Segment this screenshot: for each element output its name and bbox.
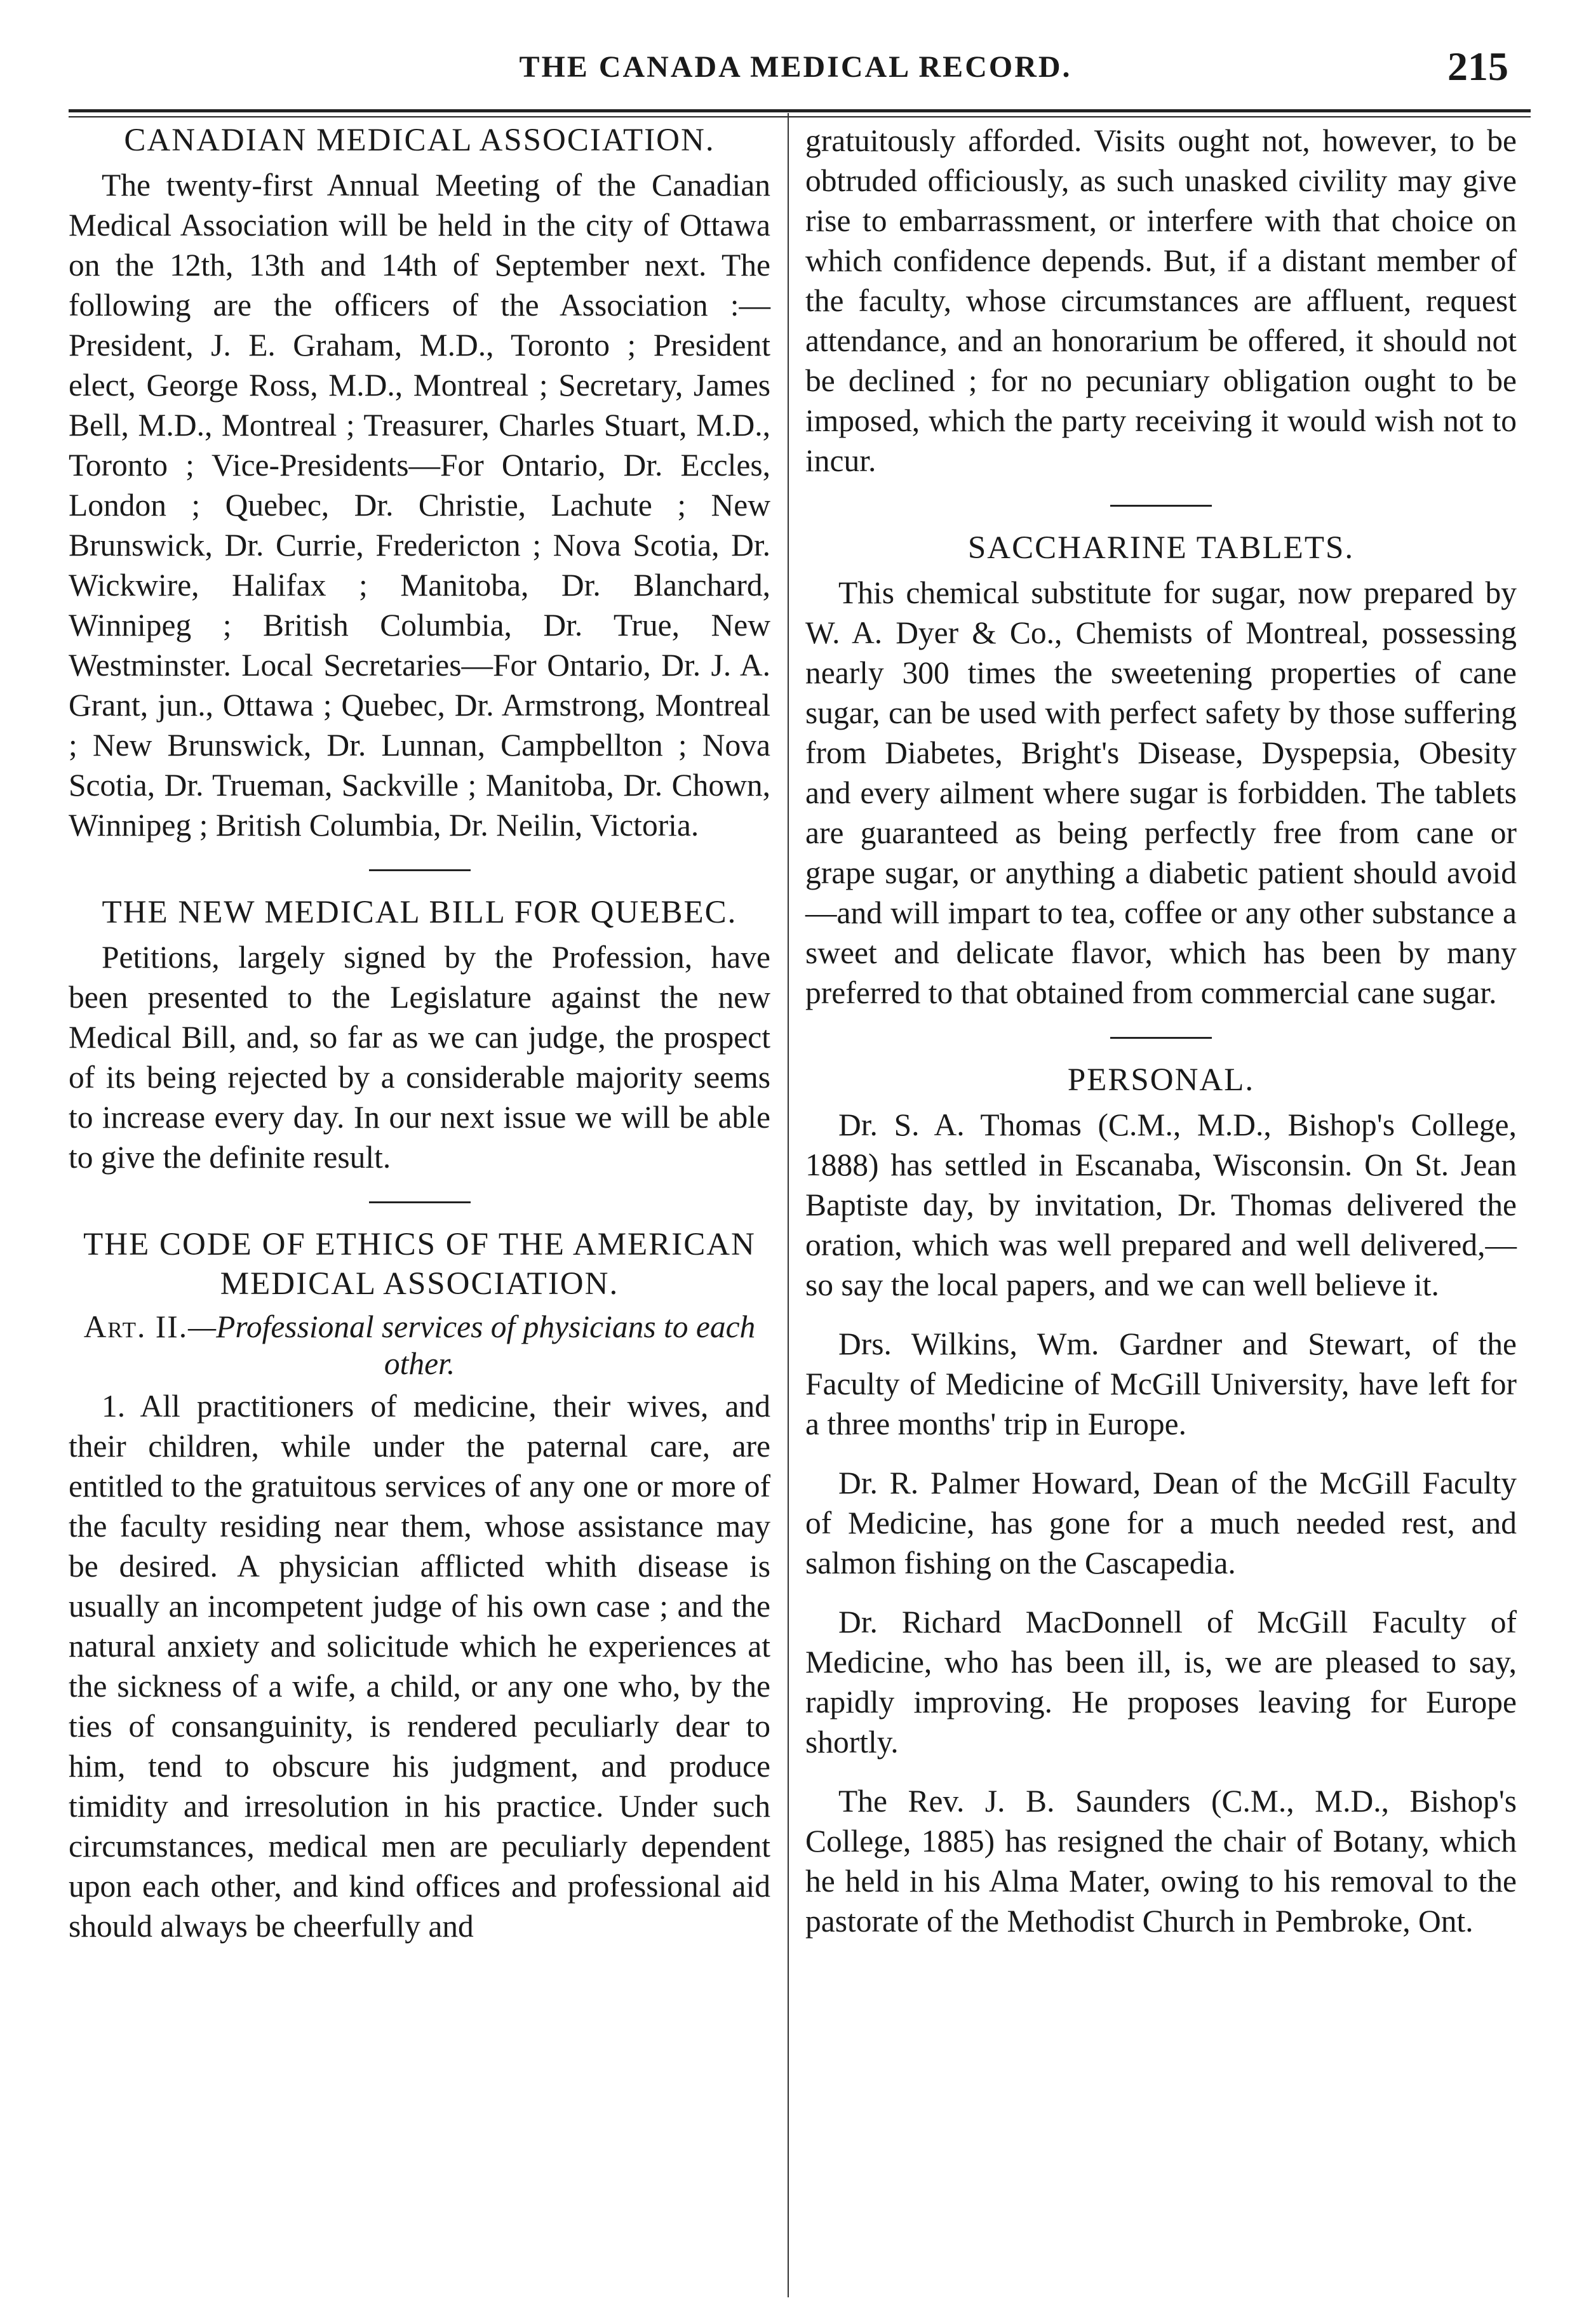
personal-title: PERSONAL. <box>1067 1062 1255 1098</box>
personal-item: Dr. S. A. Thomas (C.M., M.D., Bishop's College, 1888) has settled in Escanaba, Wisconsin. On St. Jean Baptiste day, by invitation, Dr. Thomas delivered the oration, which was well prepared and well delivered,—so say the local papers, and we can well believe it. <box>805 1107 1517 1302</box>
personal-item: Dr. Richard MacDonnell of McGill Faculty of Medicine, who has been ill, is, we are pleased to say, rapidly improving. He proposes leaving for Europe shortly. <box>805 1605 1517 1760</box>
personal-item: Dr. R. Palmer Howard, Dean of the McGill Faculty of Medicine, has gone for a much needed rest, and salmon fishing on the Cascapedia. <box>805 1466 1517 1580</box>
section-separator <box>1110 505 1212 507</box>
page-number: 215 <box>1447 44 1508 89</box>
header-rule <box>69 109 1531 117</box>
saccharine-article <box>805 528 1517 1013</box>
personal-item: The Rev. J. B. Saunders (C.M., M.D., Bishop's College, 1885) has resigned the chair of Botany, which he held in his Alma Mater, owing to his removal to the pastorate of the Methodist Church in Pembroke, Ont. <box>805 1784 1517 1939</box>
medical-bill-article <box>69 893 770 1177</box>
cma-title: CANADIAN MEDICAL ASSOCIATION. <box>124 123 715 158</box>
right-column <box>805 121 1517 2299</box>
medical-bill-title: THE NEW MEDICAL BILL FOR QUEBEC. <box>102 895 737 930</box>
saccharine-title: SACCHARINE TABLETS. <box>967 530 1355 566</box>
cma-article <box>69 121 770 845</box>
personal-section <box>805 1060 1517 1941</box>
left-column <box>69 121 770 2299</box>
running-title: THE CANADA MEDICAL RECORD. <box>519 50 1072 84</box>
section-separator <box>369 869 471 871</box>
ethics-article <box>69 1225 770 1946</box>
page-header <box>0 25 1591 102</box>
saccharine-body: This chemical substitute for sugar, now prepared by W. A. Dyer & Co., Chemists of Montreal, possessing nearly 300 times the sweetening properties of cane sugar, can be used with perfect safety by those suffering from Diabetes, Bright's Disease, Dyspepsia, Obesity and every ailment where sugar is forbidden. The tablets are guaranteed as being perfectly free from cane or grape sugar, or anything a diabetic patient should avoid—and will impart to tea, coffee or any other substance a sweet and delicate flavor, which has been by many preferred to that obtained from commercial cane sugar. <box>805 575 1517 1010</box>
cma-body: The twenty-first Annual Meeting of the Canadian Medical Association will be held in the city of Ottawa on the 12th, 13th and 14th of September next. The following are the officers of the Association :—President, J. E. Graham, M.D., Toronto ; President elect, George Ross, M.D., Montreal ; Secretary, James Bell, M.D., Montreal ; Treasurer, Charles Stuart, M.D., Toronto ; Vice-Presidents—For Ontario, Dr. Eccles, London ; Quebec, Dr. Christie, Lachute ; New Brunswick, Dr. Currie, Fredericton ; Nova Scotia, Dr. Wickwire, Halifax ; Manitoba, Dr. Blanchard, Winnipeg ; British Columbia, Dr. True, New Westminster. Local Secretaries—For Ontario, Dr. J. A. Grant, jun., Ottawa ; Quebec, Dr. Armstrong, Montreal ; New Brunswick, Dr. Lunnan, Campbellton ; Nova Scotia, Dr. Trueman, Sackville ; Manitoba, Dr. Chown, Winnipeg ; British Columbia, Dr. Neilin, Victoria. <box>69 168 770 843</box>
personal-item: Drs. Wilkins, Wm. Gardner and Stewart, of the Faculty of Medicine of McGill University, have left for a three months' trip in Europe. <box>805 1326 1517 1441</box>
ethics-continued-body: gratuitously afforded. Visits ought not, however, to be obtruded officiously, as such unasked civility may give rise to embarrassment, or interfere with that choice on which confidence depends. But, if a distant member of the faculty, whose circumstances are affluent, request attendance, and an honorarium be offered, it should not be declined ; for no pecuniary obligation ought to be imposed, which the party receiving it would wish not to incur. <box>805 123 1517 478</box>
article-label: Art. II. <box>83 1309 189 1344</box>
ethics-body: 1. All practitioners of medicine, their wives, and their children, while under the paternal care, are entitled to the gratuitous services of any one or more of the faculty residing near them, whose assistance may be desired. A physician afflicted whith disease is usually an incompetent judge of his own case ; and the natural anxiety and solicitude which he experiences at the sickness of a wife, a child, or any one who, by the ties of consanguinity, is rendered peculiarly dear to him, tend to obscure his judgment, and produce timidity and irresolution in his practice. Under such circumstances, medical men are peculiarly dependent upon each other, and kind offices and professional aid should always be cheerfully and <box>69 1389 770 1944</box>
ethics-title: THE CODE OF ETHICS OF THE AMERICAN MEDICAL ASSOCIATION. <box>83 1227 756 1302</box>
article-heading <box>69 1309 770 1382</box>
section-separator <box>369 1201 471 1203</box>
column-divider <box>788 113 789 2297</box>
section-separator <box>1110 1037 1212 1039</box>
article-subtitle: —Professional services of physicians to each other. <box>188 1309 756 1381</box>
medical-bill-body: Petitions, largely signed by the Profession, have been presented to the Legislature against the new Medical Bill, and, so far as we can judge, the prospect of its being rejected by a considerable majority seems to increase every day. In our next issue we will be able to give the definite result. <box>69 940 770 1175</box>
